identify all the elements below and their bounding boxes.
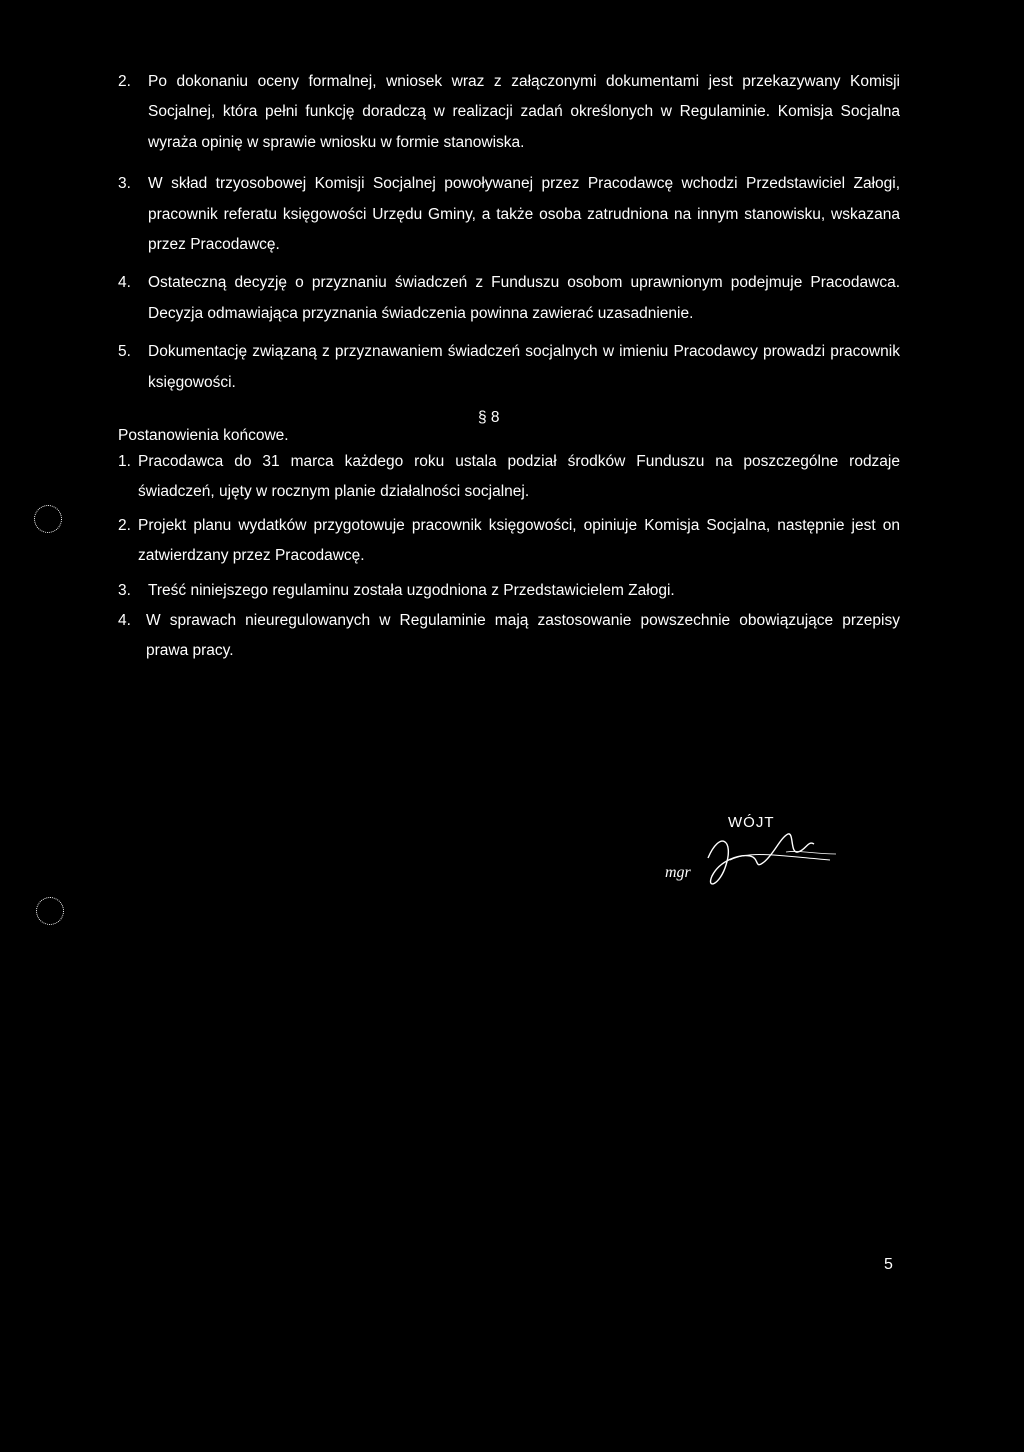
punch-hole-icon [34, 505, 62, 533]
list-item [118, 447, 900, 508]
item-number: 2. [118, 73, 131, 90]
section-a-list [118, 67, 900, 398]
list-item [118, 67, 900, 158]
section-b-list [118, 447, 900, 667]
item-number: 3. [118, 175, 131, 193]
section-symbol: § 8 [478, 409, 500, 426]
punch-hole-icon [36, 897, 64, 925]
item-number: 2. [118, 516, 131, 534]
page-number: 5 [884, 1256, 893, 1273]
item-number: 4. [118, 274, 131, 292]
item-text: W skład trzyosobowej Komisji Socjalnej powoływanej przez Pracodawcę wchodzi Przedstawiciel Załogi, pracownik referatu księgowości Urzędu Gminy, a także osoba zatrudniona na innym stanowisku, wskazana przez Pracodawcę. [148, 175, 900, 254]
item-text: Dokumentację związaną z przyznawaniem świadczeń socjalnych w imieniu Pracodawcy prowadzi pracownik księgowości. [148, 343, 900, 391]
item-text: W sprawach nieuregulowanych w Regulaminie mają zastosowanie powszechnie obowiązujące przepisy prawa pracy. [146, 612, 900, 660]
signature-title: WÓJT [728, 814, 775, 831]
item-text: Po dokonaniu oceny formalnej, wniosek wraz z załączonymi dokumentami jest przekazywany Komisji Socjalnej, która pełni funkcję doradczą w realizacji zadań określonych w Regulaminie. Komisja Socjalna wyraża opinię w sprawie wniosku w formie stanowiska. [148, 73, 900, 151]
list-item [118, 576, 900, 606]
item-text: Treść niniejszego regulaminu została uzgodniona z Przedstawicielem Załogi. [148, 581, 675, 599]
item-number: 4. [118, 612, 131, 630]
handwritten-signature [690, 810, 840, 900]
list-item [118, 511, 900, 572]
item-text: Projekt planu wydatków przygotowuje pracownik księgowości, opiniuje Komisja Socjalna, następnie jest on zatwierdzany przez Pracodawcę. [138, 516, 900, 565]
signature-prefix: mgr [665, 864, 691, 881]
item-text: Ostateczną decyzję o przyznaniu świadczeń z Funduszu osobom uprawnionym podejmuje Pracodawca. Decyzja odmawiająca przyznania świadczenia powinna zawierać uzasadnienie. [148, 274, 900, 322]
item-text: Pracodawca do 31 marca każdego roku ustala podział środków Funduszu na poszczególne rodzaje świadczeń, ujęty w rocznym planie działalności socjalnej. [138, 453, 900, 501]
list-item [118, 337, 900, 398]
item-number: 5. [118, 343, 131, 361]
list-item [118, 268, 900, 329]
item-number: 3. [118, 581, 131, 599]
list-item [118, 606, 900, 667]
list-item [118, 169, 900, 260]
section-title: Postanowienia końcowe. [118, 427, 289, 444]
item-number: 1. [118, 453, 131, 470]
